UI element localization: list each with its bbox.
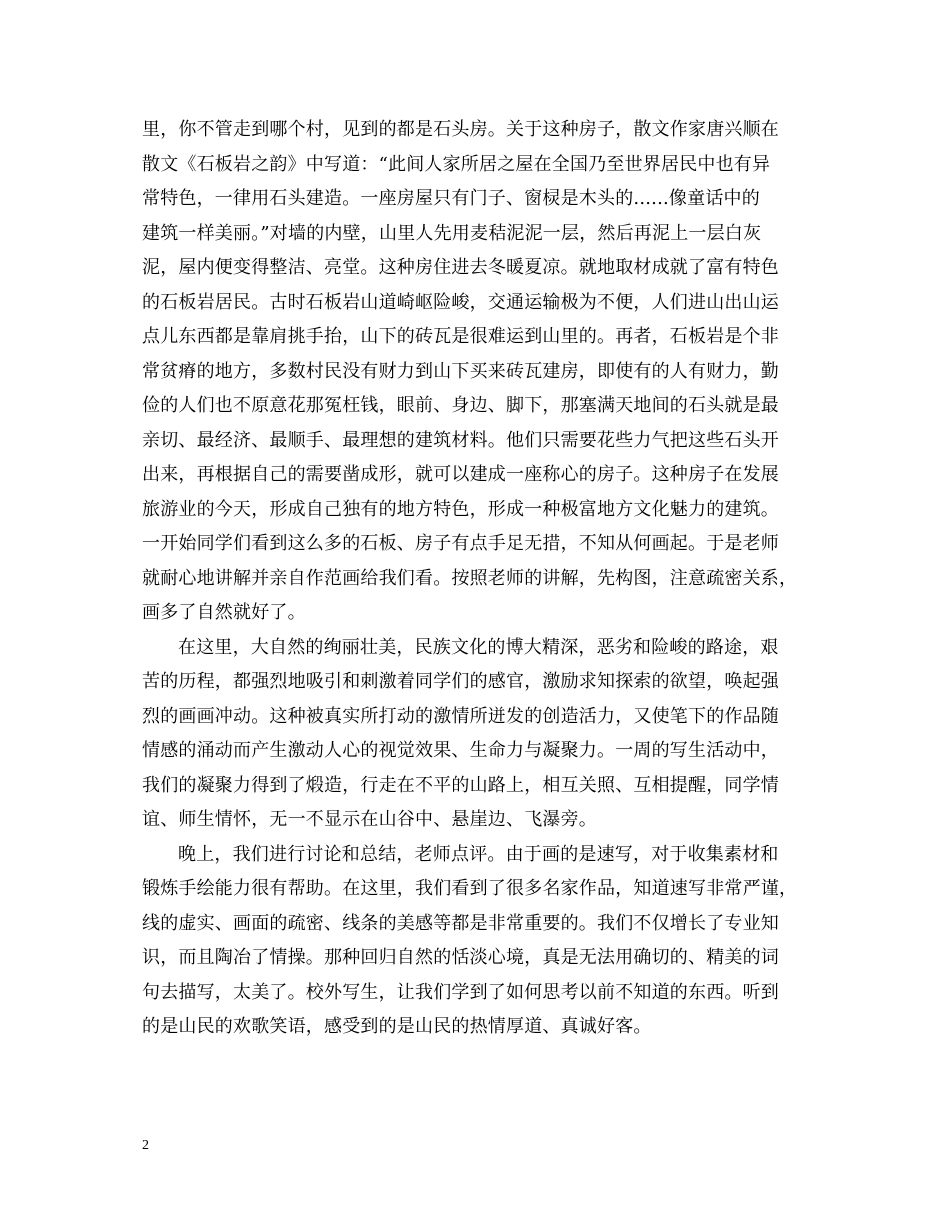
text-line: 的石板岩居民。古时石板岩山道崎岖险峻，交通运输极为不便，人们进山出山运 (142, 291, 779, 313)
text-line: 点儿东西都是靠肩挑手抬，山下的砖瓦是很难运到山里的。再者，石板岩是个非 (142, 326, 779, 347)
text-line: 的是山民的欢歌笑语，感受到的是山民的热情厚道、真诚好客。 (142, 1016, 652, 1037)
text-line: 线的虚实、画面的疏密、线条的美感等都是非常重要的。我们不仅增长了专业知 (142, 912, 779, 934)
text-line: 里，你不管走到哪个村，见到的都是石头房。关于这种房子，散文作家唐兴顺在 (142, 119, 779, 140)
text-line: 出来，再根据自己的需要凿成形，就可以建成一座称心的房子。这种房子在发展 (142, 464, 779, 485)
text-line: 亲切、最经济、最顺手、最理想的建筑材料。他们只需要花些力气把这些石头开 (142, 429, 779, 451)
text-line: 句去描写，太美了。校外写生，让我们学到了如何思考以前不知道的东西。听到 (142, 981, 779, 1003)
text-line: 识，而且陶冶了情操。那种回归自然的恬淡心境，真是无法用确切的、精美的词 (142, 947, 779, 968)
text-line: 谊、师生情怀，无一不显示在山谷中、悬崖边、飞瀑旁。 (142, 809, 597, 830)
text-line: 俭的人们也不原意花那冤枉钱，眼前、身边、脚下，那塞满天地间的石头就是最 (142, 395, 779, 416)
text-line: 我们的凝聚力得到了煅造，行走在不平的山路上，相互关照、互相提醒，同学情 (142, 774, 779, 796)
text-line: 一开始同学们看到这么多的石板、房子有点手足无措，不知从何画起。于是老师 (142, 533, 779, 554)
text-line: 散文《石板岩之韵》中写道：“此间人家所居之屋在全国乃至世界居民中也有异 (142, 153, 771, 175)
text-line: 常贫瘠的地方，多数村民没有财力到山下买来砖瓦建房，即使有的人有财力，勤 (142, 360, 779, 382)
body-text (142, 113, 812, 1045)
paragraph-first-line: 在这里，大自然的绚丽壮美，民族文化的博大精深，恶劣和险峻的路途，艰 (178, 636, 779, 658)
text-line: 泥，屋内便变得整洁、亮堂。这种房住进去冬暖夏凉。就地取材成就了富有特色 (142, 257, 779, 278)
paragraph-first-line: 晚上，我们进行讨论和总结，老师点评。由于画的是速写，对于收集素材和 (178, 843, 779, 865)
page-number: 2 (142, 1138, 149, 1153)
text-line: 苦的历程，都强烈地吸引和刺激着同学们的感官，激励求知探索的欲望，唤起强 (142, 671, 779, 692)
text-line: 常特色，一律用石头建造。一座房屋只有门子、窗棂是木头的......像童话中的 (142, 188, 760, 209)
text-line: 就耐心地讲解并亲自作范画给我们看。按照老师的讲解，先构图，注意疏密关系， (142, 567, 798, 589)
text-line: 旅游业的今天，形成自己独有的地方特色，形成一种极富地方文化魅力的建筑。 (142, 498, 779, 520)
text-line: 情感的涌动而产生激动人心的视觉效果、生命力与凝聚力。一周的写生活动中， (142, 740, 779, 761)
text-line: 建筑一样美丽。”对墙的内壁，山里人先用麦秸泥泥一层，然后再泥上一层白灰 (142, 222, 762, 244)
text-line: 烈的画画冲动。这种被真实所打动的激情所迸发的创造活力，又使笔下的作品随 (142, 705, 779, 727)
text-line: 画多了自然就好了。 (142, 602, 306, 623)
text-line: 锻炼手绘能力很有帮助。在这里，我们看到了很多名家作品，知道速写非常严谨， (142, 878, 798, 899)
